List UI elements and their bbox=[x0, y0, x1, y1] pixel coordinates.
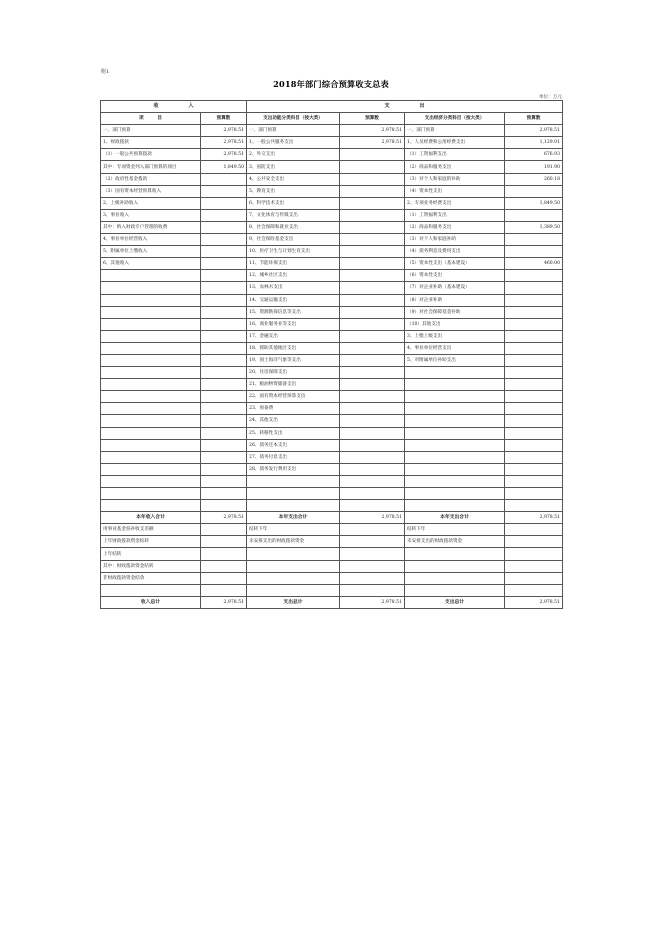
income-budget-cell bbox=[201, 391, 247, 403]
func-item-cell: 26、债务还本支出 bbox=[247, 439, 340, 451]
econ-item-cell bbox=[405, 500, 505, 512]
econ-budget-cell bbox=[505, 342, 563, 354]
table-row bbox=[101, 173, 563, 185]
table-row bbox=[101, 270, 563, 282]
table-row bbox=[101, 209, 563, 221]
econ-item-cell bbox=[405, 379, 505, 391]
func-budget-cell bbox=[340, 367, 405, 379]
func-budget-cell bbox=[340, 342, 405, 354]
income-item-cell: 2、上级补助收入 bbox=[101, 197, 201, 209]
func-budget-cell bbox=[340, 524, 405, 536]
income-item-cell bbox=[101, 403, 201, 415]
income-budget-cell: 1,849.50 bbox=[201, 161, 247, 173]
income-item-cell bbox=[101, 427, 201, 439]
income-item-cell: 6、其他收入 bbox=[101, 258, 201, 270]
econ-item-cell: （2）商品和服务支出 bbox=[405, 221, 505, 233]
func-item-cell: 19、国土海洋气象等支出 bbox=[247, 354, 340, 366]
col-header-budget: 预算数 bbox=[340, 113, 405, 125]
income-item-cell: 其中：纳入财政专户管理的收费 bbox=[101, 221, 201, 233]
header-row-main bbox=[101, 101, 563, 113]
func-item-cell: 14、交通运输支出 bbox=[247, 294, 340, 306]
attachment-label: 附1 bbox=[101, 69, 110, 75]
col-header-item: 项 目 bbox=[101, 113, 201, 125]
func-budget-cell bbox=[340, 294, 405, 306]
income-item-cell: （1）一般公共预算拨款 bbox=[101, 149, 201, 161]
income-budget-cell bbox=[201, 463, 247, 475]
econ-item-cell bbox=[405, 475, 505, 487]
income-budget-cell bbox=[201, 342, 247, 354]
econ-item-cell: 未安排支出的财政拨款资金 bbox=[405, 536, 505, 548]
econ-budget-cell bbox=[505, 427, 563, 439]
econ-budget-cell: 1,849.50 bbox=[505, 197, 563, 209]
income-item-cell bbox=[101, 488, 201, 500]
table-row-tail bbox=[101, 548, 563, 560]
income-budget-cell bbox=[201, 560, 247, 572]
income-budget-cell bbox=[201, 258, 247, 270]
econ-budget-cell bbox=[505, 294, 563, 306]
func-budget-cell: 2,978.51 bbox=[340, 137, 405, 149]
func-budget-cell bbox=[340, 354, 405, 366]
income-item-cell: 收入总计 bbox=[101, 596, 201, 608]
table-row bbox=[101, 125, 563, 137]
table-row bbox=[101, 391, 563, 403]
expense-header: 支 出 bbox=[247, 101, 563, 113]
econ-item-cell bbox=[405, 548, 505, 560]
income-item-cell: 3、事业收入 bbox=[101, 209, 201, 221]
table-row bbox=[101, 354, 563, 366]
func-item-cell: 17、金融支出 bbox=[247, 330, 340, 342]
table-row bbox=[101, 488, 563, 500]
income-item-cell bbox=[101, 379, 201, 391]
func-budget-cell bbox=[340, 500, 405, 512]
income-budget-cell bbox=[201, 354, 247, 366]
table-row-tail bbox=[101, 584, 563, 596]
func-item-cell: 13、农林水支出 bbox=[247, 282, 340, 294]
income-item-cell: 上年结转 bbox=[101, 548, 201, 560]
income-item-cell: （2）政府性基金拨款 bbox=[101, 173, 201, 185]
econ-budget-cell bbox=[505, 536, 563, 548]
func-budget-cell: 2,978.51 bbox=[340, 596, 405, 608]
func-item-cell: 20、住房保障支出 bbox=[247, 367, 340, 379]
table-row-tail bbox=[101, 524, 563, 536]
econ-item-cell bbox=[405, 560, 505, 572]
econ-budget-cell bbox=[505, 572, 563, 584]
econ-budget-cell bbox=[505, 209, 563, 221]
econ-item-cell bbox=[405, 427, 505, 439]
func-budget-cell bbox=[340, 488, 405, 500]
econ-budget-cell: 460.00 bbox=[505, 258, 563, 270]
income-budget-cell bbox=[201, 524, 247, 536]
econ-item-cell bbox=[405, 451, 505, 463]
func-item-cell: 5、教育支出 bbox=[247, 185, 340, 197]
econ-budget-cell bbox=[505, 391, 563, 403]
econ-item-cell bbox=[405, 463, 505, 475]
func-budget-cell: 2,978.51 bbox=[340, 125, 405, 137]
econ-item-cell: （9）对社会保障基金补助 bbox=[405, 306, 505, 318]
econ-budget-cell bbox=[505, 270, 563, 282]
income-item-cell: 用事业基金弥补收支差额 bbox=[101, 524, 201, 536]
table-row bbox=[101, 197, 563, 209]
econ-item-cell: 支出总计 bbox=[405, 596, 505, 608]
func-budget-cell bbox=[340, 536, 405, 548]
func-budget-cell bbox=[340, 282, 405, 294]
income-budget-cell bbox=[201, 306, 247, 318]
income-item-cell: 本年收入合计 bbox=[101, 512, 201, 524]
income-item-cell bbox=[101, 451, 201, 463]
econ-item-cell: （7）对企业补助（基本建设） bbox=[405, 282, 505, 294]
income-item-cell: 其中：专项资金列入部门预算的项目 bbox=[101, 161, 201, 173]
func-item-cell bbox=[247, 584, 340, 596]
econ-item-cell: （3）对个人和家庭补助 bbox=[405, 234, 505, 246]
table-row bbox=[101, 282, 563, 294]
econ-item-cell bbox=[405, 572, 505, 584]
table-row bbox=[101, 439, 563, 451]
income-budget-cell bbox=[201, 270, 247, 282]
income-budget-cell bbox=[201, 439, 247, 451]
func-item-cell: 9、社会保险基金支出 bbox=[247, 234, 340, 246]
econ-item-cell: 1、人员经费和公用经费支出 bbox=[405, 137, 505, 149]
income-budget-cell bbox=[201, 584, 247, 596]
func-item-cell: 21、粮油物资储备支出 bbox=[247, 379, 340, 391]
income-header: 收 入 bbox=[101, 101, 247, 113]
func-budget-cell bbox=[340, 560, 405, 572]
table-row-tail bbox=[101, 560, 563, 572]
func-budget-cell bbox=[340, 234, 405, 246]
econ-budget-cell bbox=[505, 500, 563, 512]
table-row bbox=[101, 427, 563, 439]
func-budget-cell bbox=[340, 391, 405, 403]
income-item-cell: 5、附属单位上缴收入 bbox=[101, 246, 201, 258]
income-budget-cell: 2,978.51 bbox=[201, 512, 247, 524]
income-budget-cell bbox=[201, 330, 247, 342]
income-item-cell bbox=[101, 318, 201, 330]
income-item-cell bbox=[101, 294, 201, 306]
econ-budget-cell bbox=[505, 282, 563, 294]
income-item-cell bbox=[101, 391, 201, 403]
econ-budget-cell bbox=[505, 354, 563, 366]
income-item-cell bbox=[101, 354, 201, 366]
grand-total-row bbox=[101, 596, 563, 608]
income-item-cell: （3）国有资本经营预算收入 bbox=[101, 185, 201, 197]
income-budget-cell bbox=[201, 403, 247, 415]
income-budget-cell bbox=[201, 427, 247, 439]
econ-budget-cell: 1,129.01 bbox=[505, 137, 563, 149]
func-budget-cell bbox=[340, 379, 405, 391]
table-row-tail bbox=[101, 572, 563, 584]
table-row bbox=[101, 475, 563, 487]
budget-summary-table bbox=[100, 100, 563, 609]
income-budget-cell: 2,978.51 bbox=[201, 596, 247, 608]
func-item-cell: 支出总计 bbox=[247, 596, 340, 608]
func-item-cell: 11、节能环保支出 bbox=[247, 258, 340, 270]
func-item-cell: 8、社会保障和就业支出 bbox=[247, 221, 340, 233]
func-item-cell: 25、转移性支出 bbox=[247, 427, 340, 439]
econ-item-cell: 3、上缴上级支出 bbox=[405, 330, 505, 342]
econ-item-cell: （2）商品和服务支出 bbox=[405, 161, 505, 173]
func-budget-cell bbox=[340, 572, 405, 584]
econ-budget-cell bbox=[505, 185, 563, 197]
table-row-tail bbox=[101, 536, 563, 548]
econ-budget-cell bbox=[505, 367, 563, 379]
income-item-cell bbox=[101, 439, 201, 451]
income-item-cell: 非财政拨款资金结余 bbox=[101, 572, 201, 584]
col-header-budget: 预算数 bbox=[505, 113, 563, 125]
econ-item-cell: 一、部门预算 bbox=[405, 125, 505, 137]
income-budget-cell bbox=[201, 185, 247, 197]
econ-budget-cell: 676.93 bbox=[505, 149, 563, 161]
func-budget-cell bbox=[340, 548, 405, 560]
econ-budget-cell: 260.18 bbox=[505, 173, 563, 185]
income-budget-cell bbox=[201, 415, 247, 427]
econ-budget-cell bbox=[505, 488, 563, 500]
income-budget-cell: 2,978.51 bbox=[201, 137, 247, 149]
econ-item-cell: （3）对个人和家庭的补助 bbox=[405, 173, 505, 185]
table-row bbox=[101, 403, 563, 415]
income-budget-cell: 2,978.51 bbox=[201, 149, 247, 161]
func-budget-cell: 2,978.51 bbox=[340, 512, 405, 524]
func-item-cell: 结转下年 bbox=[247, 524, 340, 536]
table-row bbox=[101, 500, 563, 512]
func-budget-cell bbox=[340, 584, 405, 596]
income-item-cell bbox=[101, 500, 201, 512]
func-budget-cell bbox=[340, 197, 405, 209]
func-budget-cell bbox=[340, 221, 405, 233]
econ-item-cell bbox=[405, 391, 505, 403]
income-budget-cell bbox=[201, 536, 247, 548]
func-budget-cell bbox=[340, 427, 405, 439]
econ-budget-cell bbox=[505, 475, 563, 487]
func-budget-cell bbox=[340, 415, 405, 427]
econ-item-cell bbox=[405, 584, 505, 596]
year-total-row bbox=[101, 512, 563, 524]
func-item-cell: 4、公共安全支出 bbox=[247, 173, 340, 185]
func-item-cell: 未安排支出的财政拨款资金 bbox=[247, 536, 340, 548]
func-item-cell bbox=[247, 560, 340, 572]
col-header-func-category: 支出功能分类科目（按大类） bbox=[247, 113, 340, 125]
econ-budget-cell: 2,978.51 bbox=[505, 512, 563, 524]
income-item-cell bbox=[101, 463, 201, 475]
func-item-cell: 24、其他支出 bbox=[247, 415, 340, 427]
econ-budget-cell: 191.90 bbox=[505, 161, 563, 173]
income-budget-cell bbox=[201, 294, 247, 306]
col-header-econ-category: 支出经济分类科目（按大类） bbox=[405, 113, 505, 125]
income-budget-cell bbox=[201, 500, 247, 512]
econ-budget-cell: 2,978.51 bbox=[505, 596, 563, 608]
func-item-cell: 28、债务发行费用支出 bbox=[247, 463, 340, 475]
income-budget-cell bbox=[201, 548, 247, 560]
income-budget-cell: 2,978.51 bbox=[201, 125, 247, 137]
income-budget-cell bbox=[201, 282, 247, 294]
econ-item-cell: （4）债务利息及费用支出 bbox=[405, 246, 505, 258]
table-row bbox=[101, 234, 563, 246]
func-budget-cell bbox=[340, 439, 405, 451]
func-budget-cell bbox=[340, 270, 405, 282]
econ-budget-cell bbox=[505, 584, 563, 596]
table-row bbox=[101, 451, 563, 463]
func-item-cell: 2、外交支出 bbox=[247, 149, 340, 161]
func-budget-cell bbox=[340, 161, 405, 173]
econ-budget-cell bbox=[505, 451, 563, 463]
table-row bbox=[101, 463, 563, 475]
func-item-cell bbox=[247, 548, 340, 560]
table-row bbox=[101, 294, 563, 306]
income-item-cell: 上年财政拨款资金结转 bbox=[101, 536, 201, 548]
func-item-cell: 1、一般公共服务支出 bbox=[247, 137, 340, 149]
table-row bbox=[101, 185, 563, 197]
econ-item-cell: 结转下年 bbox=[405, 524, 505, 536]
income-item-cell: 其中：财政拨款资金结转 bbox=[101, 560, 201, 572]
table-row bbox=[101, 306, 563, 318]
func-item-cell: 3、国防支出 bbox=[247, 161, 340, 173]
econ-budget-cell bbox=[505, 439, 563, 451]
econ-item-cell: （1）工资福利支出 bbox=[405, 209, 505, 221]
func-item-cell: 本年支出合计 bbox=[247, 512, 340, 524]
table-row bbox=[101, 246, 563, 258]
income-budget-cell bbox=[201, 318, 247, 330]
func-item-cell: 23、预备费 bbox=[247, 403, 340, 415]
func-budget-cell bbox=[340, 185, 405, 197]
econ-item-cell: （8）对企业补助 bbox=[405, 294, 505, 306]
func-item-cell bbox=[247, 500, 340, 512]
econ-item-cell bbox=[405, 415, 505, 427]
table-row bbox=[101, 342, 563, 354]
func-budget-cell bbox=[340, 330, 405, 342]
func-budget-cell bbox=[340, 463, 405, 475]
econ-budget-cell bbox=[505, 330, 563, 342]
func-budget-cell bbox=[340, 306, 405, 318]
econ-item-cell: （4）资本性支出 bbox=[405, 185, 505, 197]
income-item-cell bbox=[101, 306, 201, 318]
income-item-cell bbox=[101, 330, 201, 342]
econ-item-cell: 4、事业单位经营支出 bbox=[405, 342, 505, 354]
table-row bbox=[101, 330, 563, 342]
func-item-cell: 15、资源勘探信息等支出 bbox=[247, 306, 340, 318]
econ-item-cell: 本年支出合计 bbox=[405, 512, 505, 524]
econ-budget-cell: 2,978.51 bbox=[505, 125, 563, 137]
func-item-cell: 22、国有资本经营预算支出 bbox=[247, 391, 340, 403]
econ-budget-cell bbox=[505, 463, 563, 475]
income-budget-cell bbox=[201, 246, 247, 258]
income-budget-cell bbox=[201, 197, 247, 209]
econ-budget-cell bbox=[505, 246, 563, 258]
func-item-cell: 7、文化体育与传媒支出 bbox=[247, 209, 340, 221]
table-row bbox=[101, 221, 563, 233]
econ-item-cell: （5）资本性支出（基本建设） bbox=[405, 258, 505, 270]
table-row bbox=[101, 379, 563, 391]
func-item-cell: 27、债务付息支出 bbox=[247, 451, 340, 463]
func-budget-cell bbox=[340, 258, 405, 270]
func-item-cell bbox=[247, 475, 340, 487]
func-item-cell: 12、城乡社区支出 bbox=[247, 270, 340, 282]
header-row-sub bbox=[101, 113, 563, 125]
econ-item-cell bbox=[405, 367, 505, 379]
func-item-cell bbox=[247, 488, 340, 500]
income-budget-cell bbox=[201, 173, 247, 185]
table-row bbox=[101, 415, 563, 427]
econ-item-cell bbox=[405, 488, 505, 500]
econ-item-cell: （10）其他支出 bbox=[405, 318, 505, 330]
income-budget-cell bbox=[201, 572, 247, 584]
econ-item-cell: （1）工资福利支出 bbox=[405, 149, 505, 161]
func-budget-cell bbox=[340, 246, 405, 258]
func-item-cell: 一、部门预算 bbox=[247, 125, 340, 137]
econ-budget-cell bbox=[505, 415, 563, 427]
income-budget-cell bbox=[201, 234, 247, 246]
func-item-cell bbox=[247, 572, 340, 584]
income-budget-cell bbox=[201, 221, 247, 233]
func-item-cell: 10、医疗卫生与计划生育支出 bbox=[247, 246, 340, 258]
econ-budget-cell bbox=[505, 306, 563, 318]
income-item-cell bbox=[101, 367, 201, 379]
func-budget-cell bbox=[340, 209, 405, 221]
econ-budget-cell bbox=[505, 403, 563, 415]
income-budget-cell bbox=[201, 488, 247, 500]
table-row bbox=[101, 137, 563, 149]
func-budget-cell bbox=[340, 318, 405, 330]
func-item-cell: 6、科学技术支出 bbox=[247, 197, 340, 209]
func-budget-cell bbox=[340, 403, 405, 415]
income-item-cell: 1、财政拨款 bbox=[101, 137, 201, 149]
econ-budget-cell bbox=[505, 318, 563, 330]
table-body bbox=[101, 101, 563, 609]
func-budget-cell bbox=[340, 451, 405, 463]
income-budget-cell bbox=[201, 451, 247, 463]
table-row bbox=[101, 367, 563, 379]
func-budget-cell bbox=[340, 149, 405, 161]
income-budget-cell bbox=[201, 367, 247, 379]
income-item-cell bbox=[101, 282, 201, 294]
income-budget-cell bbox=[201, 209, 247, 221]
income-budget-cell bbox=[201, 475, 247, 487]
econ-budget-cell: 1,389.50 bbox=[505, 221, 563, 233]
econ-item-cell: 2、专项业务经费支出 bbox=[405, 197, 505, 209]
table-row bbox=[101, 161, 563, 173]
table-row bbox=[101, 318, 563, 330]
econ-item-cell bbox=[405, 403, 505, 415]
income-budget-cell bbox=[201, 379, 247, 391]
econ-budget-cell bbox=[505, 234, 563, 246]
econ-budget-cell bbox=[505, 560, 563, 572]
func-budget-cell bbox=[340, 475, 405, 487]
income-item-cell: 一、部门预算 bbox=[101, 125, 201, 137]
econ-item-cell bbox=[405, 439, 505, 451]
table-row bbox=[101, 149, 563, 161]
income-item-cell bbox=[101, 584, 201, 596]
func-budget-cell bbox=[340, 173, 405, 185]
table-row bbox=[101, 258, 563, 270]
econ-item-cell: 5、对附属单位补助支出 bbox=[405, 354, 505, 366]
econ-budget-cell bbox=[505, 524, 563, 536]
income-item-cell bbox=[101, 415, 201, 427]
page-title: 2018年部门综合预算收支总表 bbox=[273, 79, 389, 89]
econ-item-cell: （6）资本性支出 bbox=[405, 270, 505, 282]
econ-budget-cell bbox=[505, 379, 563, 391]
income-item-cell bbox=[101, 475, 201, 487]
econ-budget-cell bbox=[505, 548, 563, 560]
func-item-cell: 16、商业服务业等支出 bbox=[247, 318, 340, 330]
unit-label: 单位：万元 bbox=[539, 95, 562, 100]
income-item-cell: 4、事业单位经营收入 bbox=[101, 234, 201, 246]
income-item-cell bbox=[101, 270, 201, 282]
income-item-cell bbox=[101, 342, 201, 354]
func-item-cell: 18、援助其他地区支出 bbox=[247, 342, 340, 354]
col-header-budget: 预算数 bbox=[201, 113, 247, 125]
